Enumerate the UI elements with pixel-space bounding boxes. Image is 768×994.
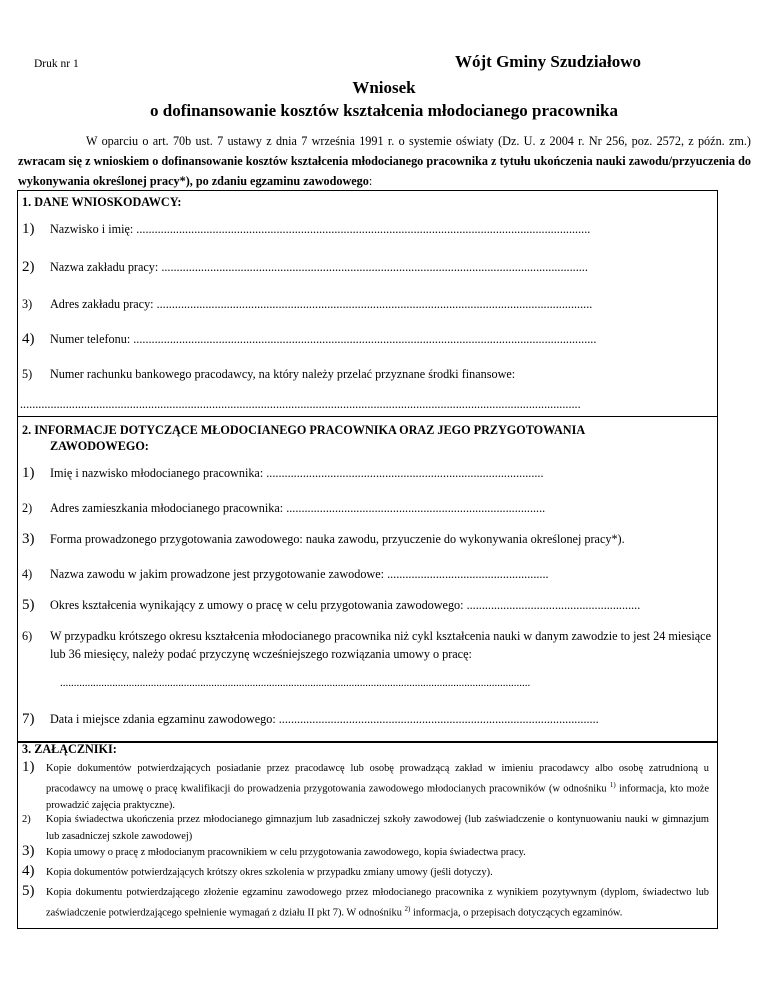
field-reason-dots[interactable]: ...........................................................................................................................................................................: [60, 677, 531, 689]
field-worker-name[interactable]: 1) Imię i nazwisko młodocianego pracownika: ...........................................................................................: [22, 465, 544, 481]
intro-colon: :: [368, 174, 373, 188]
attachment-item: 3) Kopia umowy o pracę z młodocianym pracownikiem w celu przygotowania zawodowego, kopia świadectwa pracy.: [22, 843, 526, 859]
section-heading-cont: ZAWODOWEGO:: [50, 439, 149, 453]
field-company-address[interactable]: 3) Adres zakładu pracy: ...............................................................................................................................................: [22, 297, 593, 311]
page-subtitle: o dofinansowanie kosztów kształcenia młodocianego pracownika: [150, 101, 618, 120]
field-shorter-period: 6) W przypadku krótszego okresu kształcenia młodocianego pracownika niż cykl kształcenia nauki w danym zawodzie to jest 24 miesiące lub 36 miesięcy, należy podać przyczynę wcześniejszego rozwiązania umowy o pracę:: [22, 629, 711, 661]
section-young-worker: [17, 416, 718, 743]
field-name[interactable]: 1) Nazwisko i imię: .....................................................................................................................................................: [22, 221, 591, 237]
field-profession[interactable]: 4) Nazwa zawodu w jakim prowadzone jest przygotowanie zawodowe: .....................................................: [22, 567, 549, 581]
section-heading: 3. ZAŁĄCZNIKI:: [22, 742, 117, 756]
intro-text: W oparciu o art. 70b ust. 7 ustawy z dnia 7 września 1991 r. o systemie oświaty (Dz. U. z 2004 r. Nr 256, poz. 2572, z późn. zm.): [86, 134, 751, 148]
field-bank-account-label: 5) Numer rachunku bankowego pracodawcy, na który należy przelać przyznane środki finansowe:: [22, 367, 516, 381]
page-title: Wniosek: [352, 78, 416, 97]
section-applicant: [17, 190, 718, 417]
section-heading: 2. INFORMACJE DOTYCZĄCE MŁODOCIANEGO PRACOWNIKA ORAZ JEGO PRZYGOTOWANIA: [22, 423, 586, 437]
section-attachments: [17, 741, 718, 929]
attachment-item: 1) Kopie dokumentów potwierdzających posiadanie przez pracodawcę lub osobę prowadzącą zakład w imieniu pracodawcy albo osobę zatrudnioną u pracodawcy na umowę o pracę kwalifikacji do prowadzenia przygotowania zawodowego młodocianych pracowników (w odnośniku $^{1)}$ informacja, kto może prowadzić zajęcia praktyczne).: [22, 759, 710, 812]
field-bank-account[interactable]: ........................................................................................................................................................................................: [20, 397, 581, 411]
field-exam-date[interactable]: 7) Data i miejsce zdania egzaminu zawodowego: .........................................................................................................: [22, 711, 599, 727]
section-heading: 1. DANE WNIOSKODAWCY:: [22, 195, 182, 209]
intro-request: zwracam się z wnioskiem o dofinansowanie kosztów kształcenia młodocianego pracownika z tytułu ukończenia nauki zawodu/przyuczenia do wykonywania określonej pracy*), po zdaniu egzaminu zawodowego: [18, 154, 751, 188]
attachment-item: 5) Kopia dokumentu potwierdzającego złożenie egzaminu zawodowego przez młodocianego pracownika z wynikiem pozytywnym (dyplom, świadectwo lub zaświadczenie potwierdzającego spełnienie wymagań z działu II pkt 7). W odnośniku $^{2)}$ informacja, o przepisach dotyczących egzaminów.: [22, 883, 709, 919]
field-worker-address[interactable]: 2) Adres zamieszkania młodocianego pracownika: .....................................................................................: [22, 501, 546, 515]
field-company-name[interactable]: 2) Nazwa zakładu pracy: ............................................................................................................................................: [22, 259, 588, 275]
attachment-item: 4) Kopia dokumentów potwierdzających krótszy okres szkolenia w przypadku zmiany umowy (jeśli dotyczy).: [22, 863, 493, 879]
attachment-item: 2) Kopia świadectwa ukończenia przez młodocianego gimnazjum lub zasadniczej szkoły zawodowej (lub zaświadczenie o kontynuowaniu nauki w gimnazjum lub zasadniczej szkole zawodowej): [22, 814, 709, 842]
field-phone[interactable]: 4) Numer telefonu: ........................................................................................................................................................: [22, 331, 597, 347]
form-number: Druk nr 1: [34, 58, 79, 70]
field-training-period[interactable]: 5) Okres kształcenia wynikający z umowy o pracę w celu przygotowania zawodowego: .........................................................: [22, 597, 641, 613]
field-training-form[interactable]: 3) Forma prowadzonego przygotowania zawodowego: nauka zawodu, przyuczenie do wykonywania określonej pracy*).: [22, 531, 625, 547]
intro-paragraph: [18, 131, 751, 191]
recipient: Wójt Gminy Szudziałowo: [455, 52, 642, 71]
